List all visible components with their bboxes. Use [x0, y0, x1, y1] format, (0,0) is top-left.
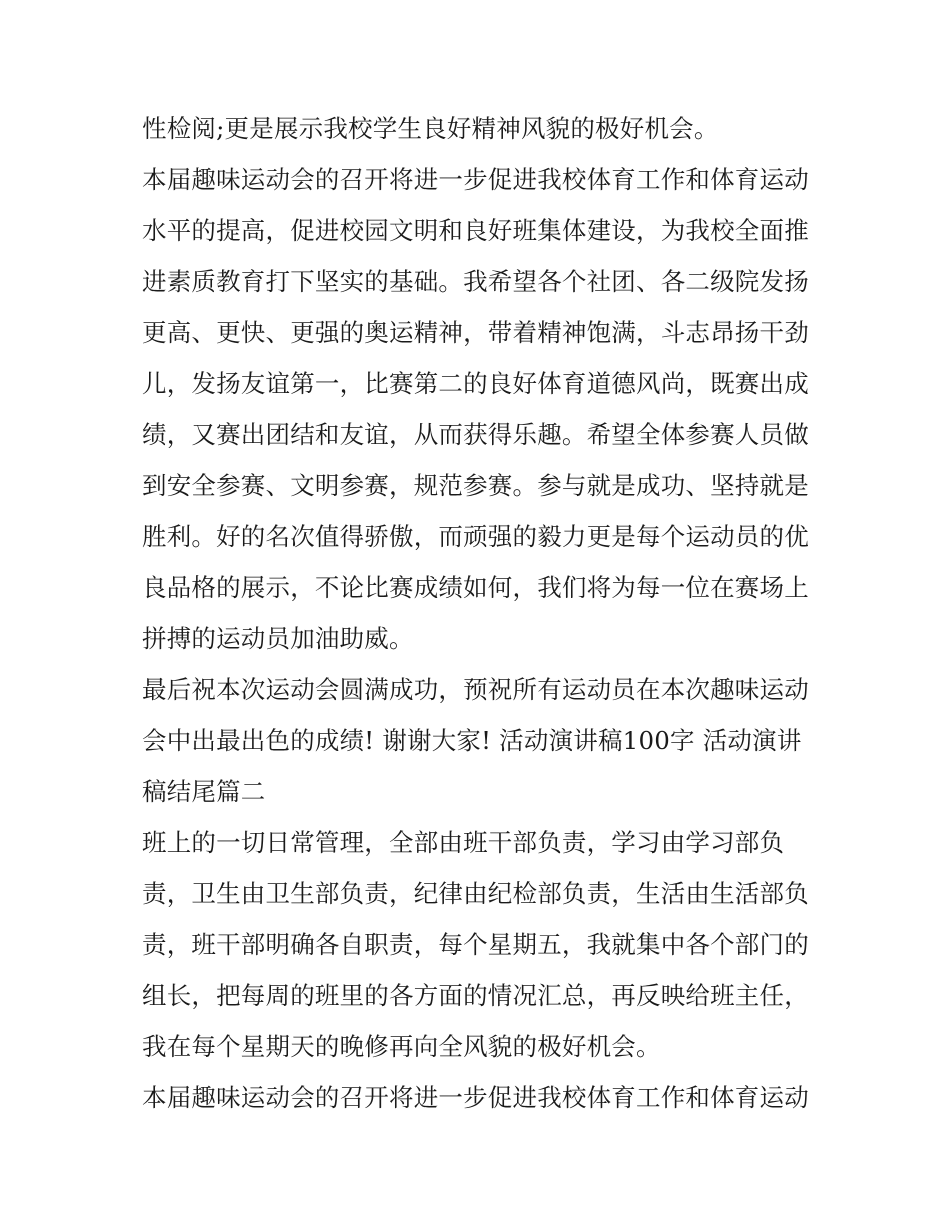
text-line: 本届趣味运动会的召开将进一步促进我校体育工作和体育运动	[142, 1083, 809, 1112]
text-line: 水平的提高，促进校园文明和良好班集体建设，为我校全面推	[142, 216, 809, 245]
text-line: 绩，又赛出团结和友谊，从而获得乐趣。希望全体参赛人员做	[142, 420, 809, 449]
text-line: 班上的一切日常管理，全部由班干部负责，学习由学习部负	[142, 828, 785, 857]
text-line: 本届趣味运动会的召开将进一步促进我校体育工作和体育运动	[142, 165, 809, 194]
text-line: 良品格的展示，不论比赛成绩如何，我们将为每一位在赛场上	[142, 573, 809, 602]
text-line: 我在每个星期天的晚修再向全风貌的极好机会。	[142, 1032, 661, 1061]
text-line: 责，卫生由卫生部负责，纪律由纪检部负责，生活由生活部负	[142, 879, 809, 908]
text-line: 责，班干部明确各自职责，每个星期五，我就集中各个部门的	[142, 930, 809, 959]
text-line: 性检阅;更是展示我校学生良好精神风貌的极好机会。	[142, 114, 719, 143]
text-line: 拼搏的运动员加油助威。	[142, 624, 414, 653]
text-line: 更高、更快、更强的奥运精神，带着精神饱满，斗志昂扬干劲	[142, 318, 809, 347]
text-line: 会中出最出色的成绩! 谢谢大家! 活动演讲稿100字 活动演讲	[142, 726, 802, 755]
text-line: 到安全参赛、文明参赛，规范参赛。参与就是成功、坚持就是	[142, 471, 809, 500]
text-line: 胜利。好的名次值得骄傲，而顽强的毅力更是每个运动员的优	[142, 522, 809, 551]
text-line: 组长，把每周的班里的各方面的情况汇总，再反映给班主任，	[142, 981, 809, 1010]
text-line: 儿，发扬友谊第一，比赛第二的良好体育道德风尚，既赛出成	[142, 369, 809, 398]
text-line: 最后祝本次运动会圆满成功，预祝所有运动员在本次趣味运动	[142, 675, 809, 704]
text-line: 稿结尾篇二	[142, 777, 266, 806]
text-line: 进素质教育打下坚实的基础。我希望各个社团、各二级院发扬	[142, 267, 809, 296]
